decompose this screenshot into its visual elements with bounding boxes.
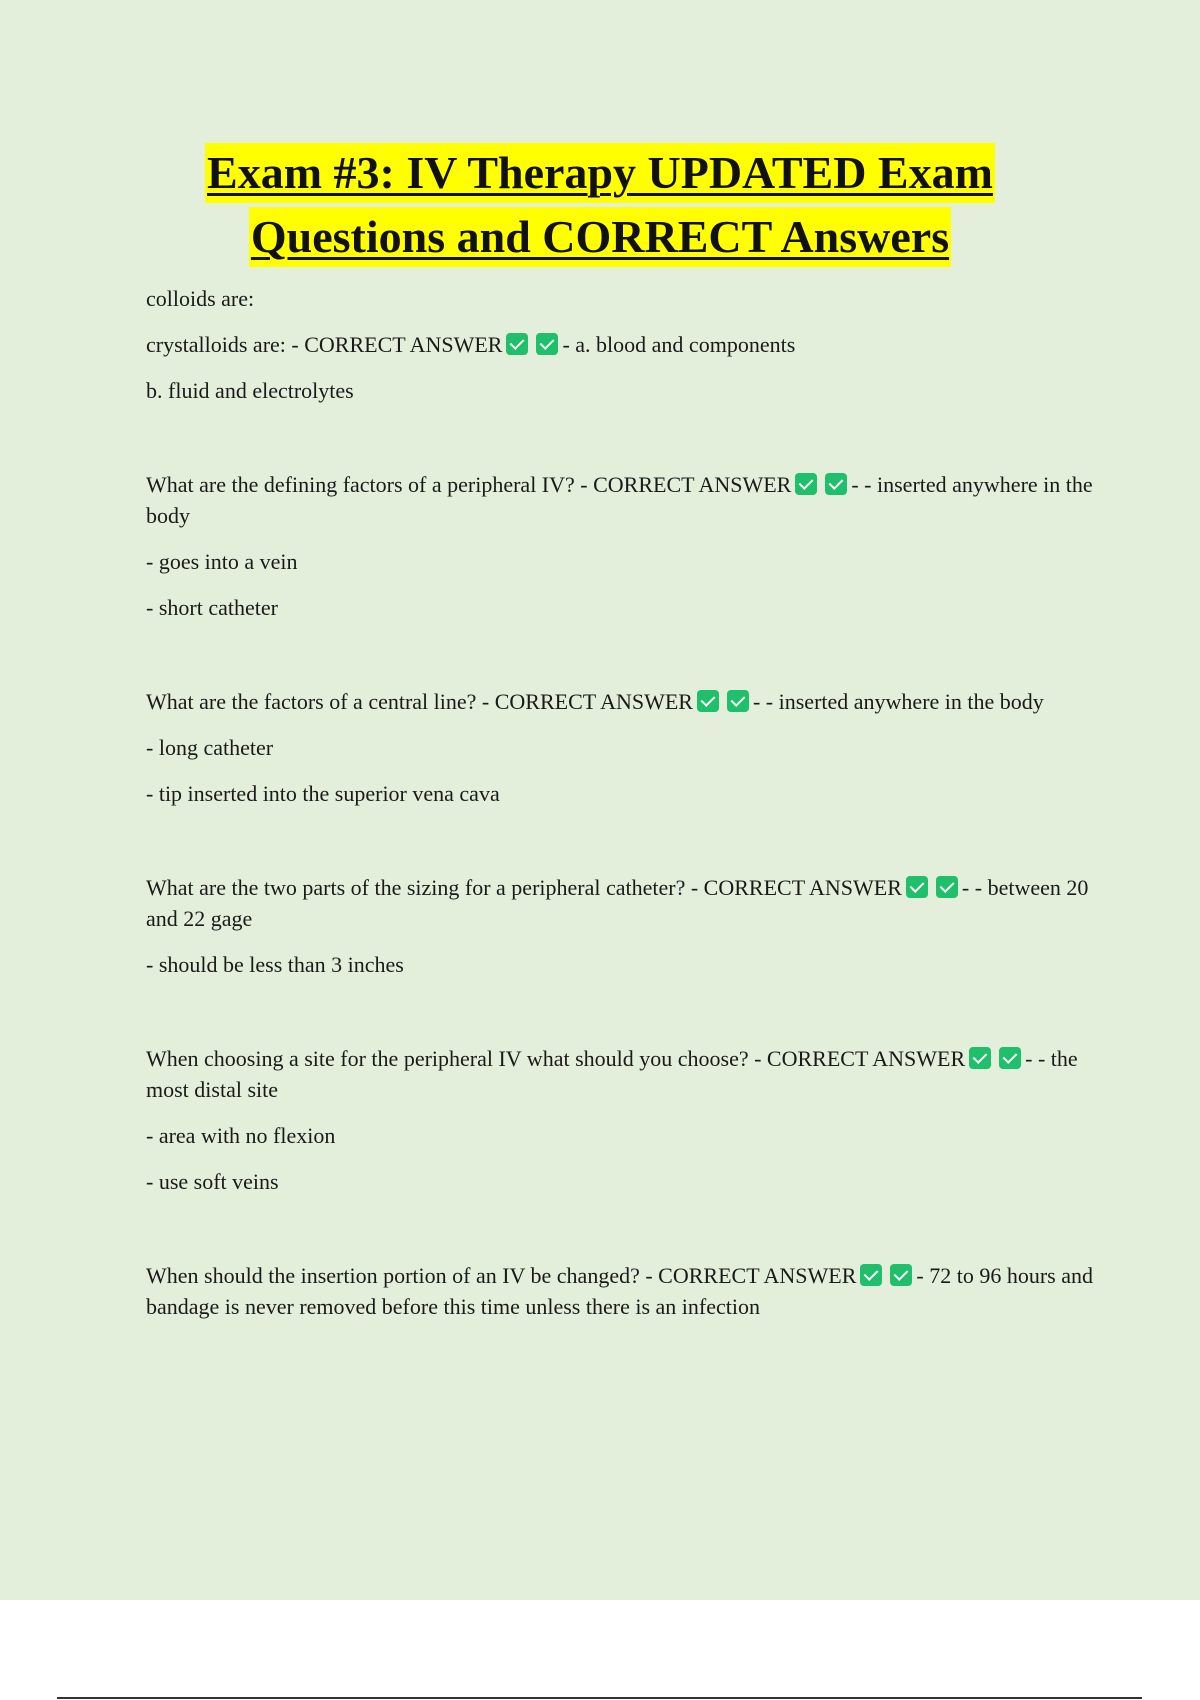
check-box-icon bbox=[506, 333, 528, 355]
check-box-icon bbox=[795, 473, 817, 495]
check-box-icon bbox=[727, 690, 749, 712]
answer-line: - short catheter bbox=[146, 595, 278, 620]
qa-item bbox=[146, 686, 1096, 717]
answer-text: - 72 to 96 hours and bandage is never removed before this time unless there is an infection bbox=[146, 1263, 1094, 1319]
check-box-icon bbox=[999, 1047, 1021, 1069]
question-text: colloids are: bbox=[146, 286, 255, 311]
qa-item bbox=[146, 1260, 1096, 1322]
check-box-icon bbox=[906, 876, 928, 898]
answer-text: - - the most distal site bbox=[146, 1046, 1078, 1102]
answer-text: - - inserted anywhere in the body bbox=[752, 689, 1044, 714]
check-box-icon bbox=[860, 1264, 882, 1286]
answer-line: - use soft veins bbox=[146, 1169, 279, 1194]
answer-line: - area with no flexion bbox=[146, 1123, 336, 1148]
document-title bbox=[0, 143, 1200, 271]
title-line-1: Exam #3: IV Therapy UPDATED Exam bbox=[205, 143, 995, 203]
answer-text: - - between 20 and 22 gage bbox=[146, 875, 1089, 931]
qa-item bbox=[146, 469, 1096, 531]
qa-item bbox=[146, 329, 1096, 360]
check-box-icon bbox=[825, 473, 847, 495]
answer-text: - - inserted anywhere in the body bbox=[146, 472, 1093, 528]
answer-line: - tip inserted into the superior vena cava bbox=[146, 781, 500, 806]
footer-divider bbox=[57, 1697, 1142, 1699]
question-text: What are the factors of a central line? - CORRECT ANSWER bbox=[146, 689, 693, 714]
answer-line: b. fluid and electrolytes bbox=[146, 378, 354, 403]
question-text: When choosing a site for the peripheral IV what should you choose? - CORRECT ANSWER bbox=[146, 1046, 966, 1071]
question-text: What are the two parts of the sizing for a peripheral catheter? - CORRECT ANSWER bbox=[146, 875, 902, 900]
question-text: What are the defining factors of a peripheral IV? - CORRECT ANSWER bbox=[146, 472, 792, 497]
qa-content bbox=[146, 283, 1096, 1337]
check-box-icon bbox=[890, 1264, 912, 1286]
check-box-icon bbox=[536, 333, 558, 355]
answer-text: - a. blood and components bbox=[562, 332, 796, 357]
check-box-icon bbox=[936, 876, 958, 898]
qa-item bbox=[146, 1043, 1096, 1105]
question-text: When should the insertion portion of an IV be changed? - CORRECT ANSWER bbox=[146, 1263, 857, 1288]
check-box-icon bbox=[969, 1047, 991, 1069]
answer-line: - should be less than 3 inches bbox=[146, 952, 404, 977]
check-box-icon bbox=[697, 690, 719, 712]
answer-line: - long catheter bbox=[146, 735, 274, 760]
title-line-2: Questions and CORRECT Answers bbox=[249, 207, 951, 267]
answer-line: - goes into a vein bbox=[146, 549, 298, 574]
question-text: crystalloids are: - CORRECT ANSWER bbox=[146, 332, 503, 357]
qa-item bbox=[146, 872, 1096, 934]
